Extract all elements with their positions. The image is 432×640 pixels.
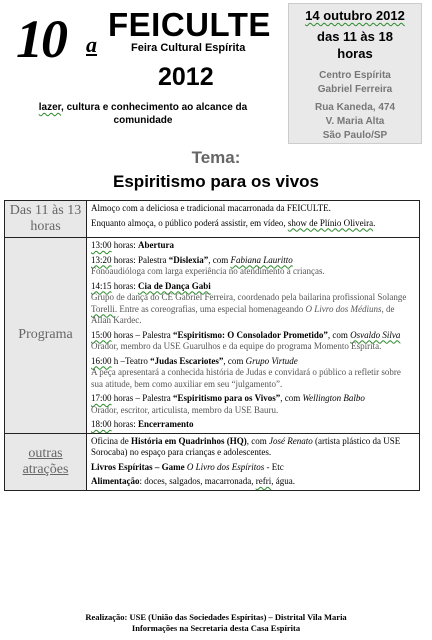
item-person: Osvaldo Silva	[350, 329, 401, 340]
theme-label: Tema:	[191, 148, 241, 167]
tagline-rest: , cultura e conhecimento ao alcance da comunidade	[61, 102, 248, 126]
item-dislexia-desc: Fonoaudióloga com larga experiência no atendimento a crianças.	[91, 266, 325, 276]
item-desc-part: Grupo de dança do CE Gabriel Ferreira, coordenado pela bailarina profissional Solange	[91, 292, 407, 302]
item-title: “Espiritismo para os Vivos”	[173, 393, 281, 403]
item-time: 16:00	[91, 355, 112, 366]
item-desc-part: . Entre as coreografias, uma especial homenageando	[114, 303, 306, 314]
row-label-programa: Programa	[5, 238, 87, 434]
attraction-part: : doces, salgados, macarronada,	[139, 476, 256, 486]
lunch-video-show: show de Plínio Oliveira	[287, 217, 374, 228]
item-consolador	[91, 330, 415, 342]
attraction-part: refri	[255, 476, 272, 486]
item-title: Abertura	[138, 240, 175, 250]
address-line2: V. Maria Alta	[325, 116, 385, 127]
attraction-part: (artista plástico da USE Sorocaba) no espaço para crianças e adolescentes.	[91, 435, 401, 457]
attraction-part: , água.	[271, 476, 295, 486]
venue-line2: Gabriel Ferreira	[317, 84, 393, 95]
event-full-name: Feira Cultural Espírita	[131, 42, 246, 54]
item-rest: horas:	[111, 280, 139, 291]
row-details-programa	[87, 238, 420, 434]
event-time-line2: horas	[337, 46, 373, 61]
lunch-video-prefix: Enquanto almoça, o público poderá assistir, em vídeo,	[91, 217, 288, 228]
tagline	[18, 101, 268, 127]
item-abertura	[91, 240, 415, 252]
event-year: 2012	[158, 63, 214, 91]
footer-line1: Realização: USE (União das Sociedades Espíritas) – Distrital Vila Maria	[85, 612, 347, 622]
item-consolador-desc: Orador, membro da USE Guarulhos e da equipe do programa Momento Espírita.	[91, 341, 382, 351]
item-rest: horas:	[111, 419, 139, 429]
lunch-video-text	[91, 218, 415, 230]
event-time-line1: das 11 às 18	[317, 29, 393, 44]
row-label-outras	[5, 433, 87, 490]
item-title: Cia de Dança Gabi	[138, 280, 211, 291]
item-title: “Dislexia”	[168, 254, 209, 265]
item-time: 13:00	[91, 240, 112, 250]
item-rest: h –Teatro	[111, 355, 151, 366]
attraction-title: História em Quadrinhos (HQ)	[130, 435, 247, 446]
footer-line2: Informações na Secretaria desta Casa Espírita	[131, 623, 301, 633]
edition-ordinal-suffix: a	[86, 32, 97, 57]
item-vivos	[91, 393, 415, 405]
item-danca-desc	[91, 292, 415, 327]
table-row-outras	[5, 433, 420, 490]
item-title: “Espiritismo: O Consolador Prometido”	[173, 329, 328, 340]
attraction-title: Livros Espíritas – Game	[91, 461, 187, 472]
item-judas	[91, 356, 415, 368]
item-with: , com	[280, 393, 303, 403]
attraction-part: - Etc	[264, 461, 284, 472]
programme-table	[4, 200, 420, 491]
tagline-word: lazer	[38, 102, 62, 113]
event-name: FEICULTE	[108, 6, 271, 43]
item-time: 18:00	[91, 419, 112, 429]
item-time: 14:15	[91, 280, 112, 291]
info-box	[288, 3, 422, 144]
item-vivos-desc: Orador, escritor, articulista, membro da USE Bauru.	[91, 404, 279, 415]
item-encerramento	[91, 419, 415, 431]
item-with: , com	[327, 329, 351, 340]
item-person: Fabiana Lauritto	[230, 254, 293, 265]
attraction-person: José Renato	[269, 435, 313, 446]
item-desc-part: , de Allan Kardec.	[91, 303, 395, 325]
lunch-text: Almoço com a deliciosa e tradicional macarronada da FEICULTE.	[91, 203, 331, 213]
row-label-outras-line1: outras	[28, 445, 63, 461]
item-rest: horas – Palestra	[111, 329, 173, 340]
item-desc-part: Torelli	[91, 303, 115, 314]
theme-title: Espiritismo para os vivos	[113, 172, 319, 191]
footer	[0, 612, 432, 634]
row-details-outras	[87, 433, 420, 490]
address-line3: São Paulo/SP	[322, 130, 388, 141]
item-person: Wellington Balbo	[302, 393, 365, 403]
edition-number: 10	[16, 9, 66, 69]
event-time	[289, 28, 421, 62]
lunch-video-end: .	[373, 217, 376, 228]
event-date: 14 outubro 2012	[305, 8, 405, 23]
row-label-lunch: Das 11 às 13 horas	[5, 201, 87, 238]
attraction-book: O Livro dos Espíritos	[186, 461, 265, 472]
venue-line1: Centro Espírita	[319, 70, 391, 81]
item-rest: horas: Palestra	[111, 254, 169, 265]
item-title: “Judas Escariotes”	[150, 355, 224, 366]
table-row-lunch	[5, 201, 420, 238]
row-details-lunch	[87, 201, 420, 238]
item-time: 13:20	[91, 254, 112, 265]
attraction-livros	[91, 462, 415, 474]
address-line1: Rua Kaneda, 474	[314, 102, 396, 113]
row-label-outras-line2: atrações	[22, 461, 69, 477]
item-rest: horas – Palestra	[111, 393, 173, 403]
item-person: Grupo Virtude	[245, 355, 298, 366]
item-rest: horas:	[111, 240, 139, 250]
item-title: Encerramento	[138, 419, 194, 429]
item-time: 17:00	[91, 393, 112, 403]
item-with: , com	[223, 355, 246, 366]
table-row-programa	[5, 238, 420, 434]
attraction-part: , com	[246, 435, 269, 446]
item-with: , com	[208, 254, 231, 265]
attraction-title: Alimentação	[91, 476, 140, 486]
item-time: 15:00	[91, 329, 112, 340]
item-judas-desc: A peça apresentará a conhecida história de Judas e convidará o público a refletir sobre sua atitude, bem como auxiliar em seu “julgamento”.	[91, 367, 401, 389]
attraction-part: Oficina de	[91, 435, 131, 446]
attraction-alimentacao	[91, 476, 415, 488]
item-danca	[91, 281, 415, 293]
attraction-hq	[91, 436, 415, 459]
item-desc-book: O Livro dos Médiuns	[305, 303, 382, 314]
item-dislexia	[91, 255, 415, 267]
